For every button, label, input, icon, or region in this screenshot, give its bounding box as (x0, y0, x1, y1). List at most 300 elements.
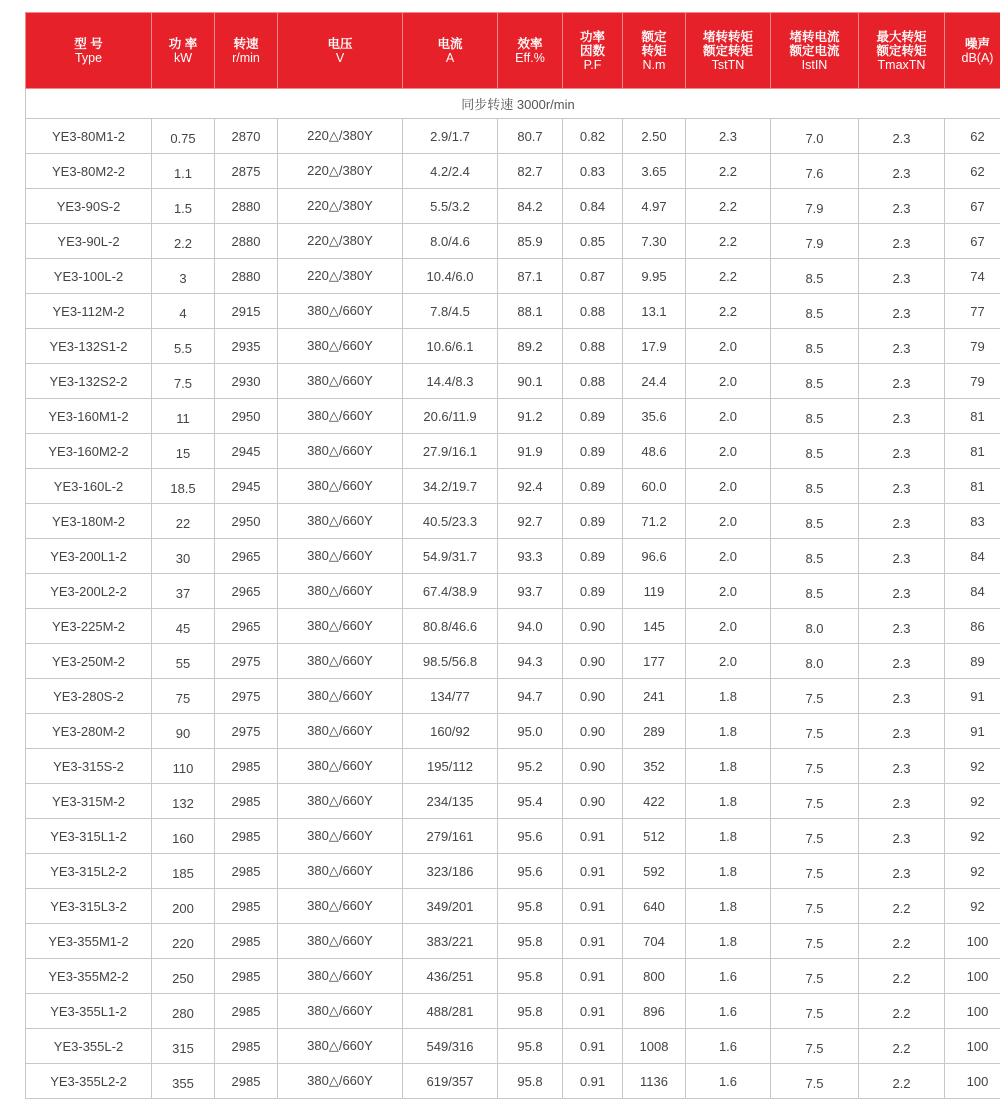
cell-rated-torque: 35.6 (623, 399, 686, 434)
cell-speed: 2945 (215, 434, 278, 469)
cell-rated-torque: 60.0 (623, 469, 686, 504)
cell-current: 67.4/38.9 (403, 574, 498, 609)
cell-efficiency: 95.4 (498, 784, 563, 819)
cell-rated-torque: 512 (623, 819, 686, 854)
cell-noise: 84 (945, 539, 1000, 574)
cell-efficiency: 93.7 (498, 574, 563, 609)
cell-efficiency: 95.8 (498, 1064, 563, 1099)
cell-voltage: 380△/660Y (278, 714, 403, 749)
cell-max-torque-ratio: 2.3 (859, 189, 945, 224)
col-header-unit: P.F (563, 58, 622, 72)
cell-power-factor: 0.89 (563, 399, 623, 434)
cell-power-factor: 0.91 (563, 994, 623, 1029)
table-row (26, 644, 1000, 679)
col-header-type (26, 13, 152, 89)
cell-max-torque-ratio: 2.3 (859, 294, 945, 329)
cell-power-factor: 0.90 (563, 644, 623, 679)
cell-power: 355 (152, 1064, 215, 1099)
cell-locked-current-ratio: 8.0 (771, 644, 859, 679)
cell-current: 349/201 (403, 889, 498, 924)
cell-type: YE3-355L1-2 (26, 994, 152, 1029)
table-row (26, 539, 1000, 574)
cell-rated-torque: 896 (623, 994, 686, 1029)
cell-voltage: 380△/660Y (278, 364, 403, 399)
cell-current: 488/281 (403, 994, 498, 1029)
cell-power-factor: 0.89 (563, 539, 623, 574)
cell-noise: 92 (945, 819, 1000, 854)
col-header-efficiency (498, 13, 563, 89)
cell-locked-torque-ratio: 1.8 (686, 854, 771, 889)
cell-voltage: 220△/380Y (278, 259, 403, 294)
cell-noise: 74 (945, 259, 1000, 294)
cell-current: 549/316 (403, 1029, 498, 1064)
cell-speed: 2935 (215, 329, 278, 364)
cell-max-torque-ratio: 2.3 (859, 399, 945, 434)
table-row (26, 259, 1000, 294)
cell-noise: 100 (945, 959, 1000, 994)
table-row (26, 924, 1000, 959)
cell-power-factor: 0.84 (563, 189, 623, 224)
cell-locked-current-ratio: 7.5 (771, 1064, 859, 1099)
cell-voltage: 380△/660Y (278, 854, 403, 889)
cell-speed: 2945 (215, 469, 278, 504)
table-row (26, 504, 1000, 539)
cell-power: 55 (152, 644, 215, 679)
cell-current: 14.4/8.3 (403, 364, 498, 399)
col-header-label: 额定 (623, 30, 685, 44)
cell-power-factor: 0.91 (563, 924, 623, 959)
table-row (26, 294, 1000, 329)
table-row (26, 154, 1000, 189)
cell-type: YE3-280M-2 (26, 714, 152, 749)
col-header-max-torque-ratio (859, 13, 945, 89)
cell-current: 234/135 (403, 784, 498, 819)
cell-speed: 2965 (215, 609, 278, 644)
cell-noise: 100 (945, 924, 1000, 959)
cell-locked-torque-ratio: 1.8 (686, 924, 771, 959)
cell-type: YE3-160M1-2 (26, 399, 152, 434)
table-row (26, 959, 1000, 994)
cell-speed: 2880 (215, 189, 278, 224)
table-body (26, 89, 1000, 1099)
cell-rated-torque: 241 (623, 679, 686, 714)
cell-type: YE3-225M-2 (26, 609, 152, 644)
col-header-label: 堵转转矩 (686, 30, 770, 44)
cell-speed: 2870 (215, 119, 278, 154)
cell-locked-torque-ratio: 2.0 (686, 539, 771, 574)
cell-efficiency: 95.8 (498, 1029, 563, 1064)
cell-noise: 92 (945, 749, 1000, 784)
cell-noise: 62 (945, 154, 1000, 189)
cell-voltage: 380△/660Y (278, 434, 403, 469)
cell-voltage: 380△/660Y (278, 924, 403, 959)
col-header-noise (945, 13, 1000, 89)
cell-locked-current-ratio: 7.5 (771, 924, 859, 959)
col-header-label: 电流 (403, 37, 497, 51)
cell-rated-torque: 2.50 (623, 119, 686, 154)
cell-voltage: 380△/660Y (278, 504, 403, 539)
cell-current: 279/161 (403, 819, 498, 854)
col-header-label: 转速 (215, 37, 277, 51)
cell-locked-torque-ratio: 2.2 (686, 224, 771, 259)
cell-rated-torque: 48.6 (623, 434, 686, 469)
cell-power-factor: 0.82 (563, 119, 623, 154)
cell-efficiency: 95.6 (498, 819, 563, 854)
col-header-unit: kW (152, 51, 214, 65)
cell-current: 8.0/4.6 (403, 224, 498, 259)
table-row (26, 889, 1000, 924)
cell-locked-current-ratio: 7.5 (771, 854, 859, 889)
cell-type: YE3-112M-2 (26, 294, 152, 329)
cell-efficiency: 91.2 (498, 399, 563, 434)
cell-voltage: 380△/660Y (278, 749, 403, 784)
col-header-label: 电压 (278, 37, 402, 51)
cell-type: YE3-90L-2 (26, 224, 152, 259)
cell-power: 250 (152, 959, 215, 994)
cell-rated-torque: 96.6 (623, 539, 686, 574)
table-row (26, 574, 1000, 609)
col-header-label: 功 率 (152, 37, 214, 51)
col-header-unit: IstIN (771, 58, 858, 72)
cell-type: YE3-355L2-2 (26, 1064, 152, 1099)
cell-locked-current-ratio: 7.5 (771, 679, 859, 714)
cell-power-factor: 0.83 (563, 154, 623, 189)
cell-efficiency: 90.1 (498, 364, 563, 399)
cell-locked-current-ratio: 7.9 (771, 224, 859, 259)
cell-power-factor: 0.89 (563, 574, 623, 609)
cell-noise: 100 (945, 1064, 1000, 1099)
cell-rated-torque: 289 (623, 714, 686, 749)
cell-type: YE3-160L-2 (26, 469, 152, 504)
cell-voltage: 220△/380Y (278, 119, 403, 154)
cell-efficiency: 95.8 (498, 959, 563, 994)
motor-spec-table (25, 12, 1000, 1099)
cell-voltage: 380△/660Y (278, 574, 403, 609)
cell-speed: 2985 (215, 994, 278, 1029)
cell-current: 619/357 (403, 1064, 498, 1099)
cell-power-factor: 0.88 (563, 329, 623, 364)
cell-power-factor: 0.90 (563, 609, 623, 644)
table-row (26, 189, 1000, 224)
cell-current: 134/77 (403, 679, 498, 714)
table-row (26, 994, 1000, 1029)
cell-power-factor: 0.89 (563, 504, 623, 539)
cell-current: 27.9/16.1 (403, 434, 498, 469)
cell-type: YE3-80M1-2 (26, 119, 152, 154)
cell-type: YE3-315L3-2 (26, 889, 152, 924)
cell-type: YE3-355L-2 (26, 1029, 152, 1064)
cell-noise: 83 (945, 504, 1000, 539)
cell-noise: 81 (945, 399, 1000, 434)
cell-efficiency: 95.2 (498, 749, 563, 784)
cell-efficiency: 94.7 (498, 679, 563, 714)
col-header-rated-torque (623, 13, 686, 89)
cell-noise: 91 (945, 679, 1000, 714)
cell-power: 7.5 (152, 364, 215, 399)
cell-max-torque-ratio: 2.2 (859, 994, 945, 1029)
cell-power-factor: 0.85 (563, 224, 623, 259)
cell-current: 80.8/46.6 (403, 609, 498, 644)
cell-type: YE3-280S-2 (26, 679, 152, 714)
cell-rated-torque: 9.95 (623, 259, 686, 294)
cell-max-torque-ratio: 2.3 (859, 539, 945, 574)
cell-speed: 2915 (215, 294, 278, 329)
table-row (26, 609, 1000, 644)
cell-noise: 67 (945, 189, 1000, 224)
cell-speed: 2975 (215, 679, 278, 714)
cell-locked-torque-ratio: 1.8 (686, 819, 771, 854)
cell-noise: 79 (945, 329, 1000, 364)
cell-speed: 2950 (215, 504, 278, 539)
cell-locked-torque-ratio: 2.3 (686, 119, 771, 154)
cell-power-factor: 0.91 (563, 1064, 623, 1099)
cell-power: 75 (152, 679, 215, 714)
cell-power-factor: 0.89 (563, 469, 623, 504)
table-row (26, 1029, 1000, 1064)
cell-noise: 67 (945, 224, 1000, 259)
cell-locked-current-ratio: 8.5 (771, 259, 859, 294)
cell-type: YE3-315M-2 (26, 784, 152, 819)
cell-type: YE3-315L2-2 (26, 854, 152, 889)
col-header-label-2: 额定转矩 (859, 44, 944, 58)
cell-max-torque-ratio: 2.2 (859, 1029, 945, 1064)
cell-current: 34.2/19.7 (403, 469, 498, 504)
cell-type: YE3-355M1-2 (26, 924, 152, 959)
cell-efficiency: 84.2 (498, 189, 563, 224)
cell-locked-torque-ratio: 1.6 (686, 994, 771, 1029)
cell-current: 10.4/6.0 (403, 259, 498, 294)
cell-locked-torque-ratio: 2.2 (686, 189, 771, 224)
cell-power: 45 (152, 609, 215, 644)
cell-locked-torque-ratio: 1.8 (686, 889, 771, 924)
cell-type: YE3-200L2-2 (26, 574, 152, 609)
cell-power-factor: 0.90 (563, 784, 623, 819)
cell-locked-torque-ratio: 2.0 (686, 609, 771, 644)
cell-max-torque-ratio: 2.3 (859, 609, 945, 644)
cell-max-torque-ratio: 2.3 (859, 854, 945, 889)
cell-speed: 2985 (215, 749, 278, 784)
cell-type: YE3-100L-2 (26, 259, 152, 294)
cell-noise: 81 (945, 434, 1000, 469)
cell-locked-current-ratio: 7.5 (771, 1029, 859, 1064)
cell-max-torque-ratio: 2.3 (859, 224, 945, 259)
cell-locked-current-ratio: 8.0 (771, 609, 859, 644)
cell-locked-current-ratio: 8.5 (771, 294, 859, 329)
cell-power-factor: 0.90 (563, 749, 623, 784)
cell-noise: 77 (945, 294, 1000, 329)
cell-power-factor: 0.90 (563, 679, 623, 714)
cell-max-torque-ratio: 2.3 (859, 784, 945, 819)
cell-max-torque-ratio: 2.3 (859, 679, 945, 714)
cell-type: YE3-80M2-2 (26, 154, 152, 189)
cell-noise: 86 (945, 609, 1000, 644)
cell-speed: 2985 (215, 819, 278, 854)
cell-voltage: 380△/660Y (278, 819, 403, 854)
table-row (26, 469, 1000, 504)
cell-locked-torque-ratio: 2.2 (686, 259, 771, 294)
cell-max-torque-ratio: 2.3 (859, 119, 945, 154)
cell-current: 98.5/56.8 (403, 644, 498, 679)
cell-rated-torque: 4.97 (623, 189, 686, 224)
table-row (26, 434, 1000, 469)
cell-noise: 100 (945, 994, 1000, 1029)
cell-voltage: 380△/660Y (278, 679, 403, 714)
cell-locked-torque-ratio: 2.2 (686, 154, 771, 189)
cell-efficiency: 93.3 (498, 539, 563, 574)
cell-rated-torque: 119 (623, 574, 686, 609)
cell-noise: 91 (945, 714, 1000, 749)
cell-voltage: 220△/380Y (278, 189, 403, 224)
cell-efficiency: 91.9 (498, 434, 563, 469)
cell-voltage: 380△/660Y (278, 784, 403, 819)
cell-power: 160 (152, 819, 215, 854)
col-header-label: 堵转电流 (771, 30, 858, 44)
cell-speed: 2985 (215, 924, 278, 959)
cell-power-factor: 0.88 (563, 294, 623, 329)
cell-efficiency: 89.2 (498, 329, 563, 364)
cell-noise: 62 (945, 119, 1000, 154)
col-header-voltage (278, 13, 403, 89)
cell-max-torque-ratio: 2.3 (859, 329, 945, 364)
cell-voltage: 380△/660Y (278, 469, 403, 504)
cell-max-torque-ratio: 2.3 (859, 714, 945, 749)
col-header-unit: A (403, 51, 497, 65)
cell-efficiency: 80.7 (498, 119, 563, 154)
cell-rated-torque: 592 (623, 854, 686, 889)
cell-power: 132 (152, 784, 215, 819)
cell-speed: 2880 (215, 224, 278, 259)
cell-locked-torque-ratio: 2.0 (686, 434, 771, 469)
cell-type: YE3-200L1-2 (26, 539, 152, 574)
cell-noise: 81 (945, 469, 1000, 504)
cell-type: YE3-132S2-2 (26, 364, 152, 399)
table-row (26, 854, 1000, 889)
cell-locked-torque-ratio: 1.8 (686, 714, 771, 749)
col-header-unit: dB(A) (945, 51, 1000, 65)
cell-locked-current-ratio: 7.5 (771, 819, 859, 854)
cell-voltage: 380△/660Y (278, 294, 403, 329)
cell-current: 436/251 (403, 959, 498, 994)
cell-voltage: 380△/660Y (278, 1029, 403, 1064)
cell-efficiency: 95.6 (498, 854, 563, 889)
col-header-speed (215, 13, 278, 89)
cell-noise: 89 (945, 644, 1000, 679)
col-header-label-2: 因数 (563, 44, 622, 58)
cell-efficiency: 87.1 (498, 259, 563, 294)
cell-power: 2.2 (152, 224, 215, 259)
col-header-label: 效率 (498, 37, 562, 51)
cell-power: 22 (152, 504, 215, 539)
cell-current: 20.6/11.9 (403, 399, 498, 434)
cell-power: 200 (152, 889, 215, 924)
cell-rated-torque: 640 (623, 889, 686, 924)
cell-power: 220 (152, 924, 215, 959)
table-row (26, 399, 1000, 434)
cell-rated-torque: 13.1 (623, 294, 686, 329)
cell-voltage: 220△/380Y (278, 154, 403, 189)
cell-voltage: 380△/660Y (278, 539, 403, 574)
cell-locked-current-ratio: 7.5 (771, 994, 859, 1029)
table-row (26, 749, 1000, 784)
cell-locked-torque-ratio: 1.8 (686, 679, 771, 714)
cell-locked-current-ratio: 7.5 (771, 784, 859, 819)
cell-power-factor: 0.91 (563, 819, 623, 854)
cell-locked-torque-ratio: 1.6 (686, 1029, 771, 1064)
cell-noise: 100 (945, 1029, 1000, 1064)
cell-current: 160/92 (403, 714, 498, 749)
cell-power: 0.75 (152, 119, 215, 154)
cell-speed: 2985 (215, 959, 278, 994)
cell-locked-torque-ratio: 2.0 (686, 329, 771, 364)
table-row (26, 819, 1000, 854)
cell-voltage: 380△/660Y (278, 609, 403, 644)
cell-noise: 92 (945, 889, 1000, 924)
cell-power: 4 (152, 294, 215, 329)
cell-rated-torque: 800 (623, 959, 686, 994)
col-header-label: 功率 (563, 30, 622, 44)
cell-current: 195/112 (403, 749, 498, 784)
cell-rated-torque: 17.9 (623, 329, 686, 364)
cell-type: YE3-315L1-2 (26, 819, 152, 854)
table-row (26, 1064, 1000, 1099)
cell-speed: 2965 (215, 574, 278, 609)
cell-power: 1.1 (152, 154, 215, 189)
cell-speed: 2975 (215, 714, 278, 749)
cell-current: 5.5/3.2 (403, 189, 498, 224)
cell-speed: 2985 (215, 1029, 278, 1064)
cell-locked-current-ratio: 7.5 (771, 889, 859, 924)
cell-voltage: 380△/660Y (278, 959, 403, 994)
table-row (26, 224, 1000, 259)
cell-power-factor: 0.87 (563, 259, 623, 294)
table-header (26, 13, 1000, 89)
cell-voltage: 220△/380Y (278, 224, 403, 259)
col-header-label-2: 额定转矩 (686, 44, 770, 58)
cell-power-factor: 0.89 (563, 434, 623, 469)
cell-current: 40.5/23.3 (403, 504, 498, 539)
cell-max-torque-ratio: 2.3 (859, 364, 945, 399)
cell-power: 30 (152, 539, 215, 574)
cell-voltage: 380△/660Y (278, 399, 403, 434)
cell-max-torque-ratio: 2.3 (859, 434, 945, 469)
table-row (26, 679, 1000, 714)
cell-locked-torque-ratio: 1.6 (686, 1064, 771, 1099)
cell-rated-torque: 145 (623, 609, 686, 644)
cell-power-factor: 0.91 (563, 1029, 623, 1064)
cell-voltage: 380△/660Y (278, 644, 403, 679)
cell-voltage: 380△/660Y (278, 329, 403, 364)
cell-power: 185 (152, 854, 215, 889)
cell-locked-current-ratio: 8.5 (771, 469, 859, 504)
section-label: 同步转速 3000r/min (26, 89, 1000, 119)
col-header-current (403, 13, 498, 89)
table-row (26, 119, 1000, 154)
cell-locked-current-ratio: 7.0 (771, 119, 859, 154)
cell-rated-torque: 177 (623, 644, 686, 679)
cell-efficiency: 88.1 (498, 294, 563, 329)
cell-rated-torque: 422 (623, 784, 686, 819)
cell-power: 3 (152, 259, 215, 294)
cell-locked-torque-ratio: 1.8 (686, 784, 771, 819)
col-header-unit: Eff.% (498, 51, 562, 65)
col-header-unit: V (278, 51, 402, 65)
cell-type: YE3-315S-2 (26, 749, 152, 784)
col-header-label-2: 额定电流 (771, 44, 858, 58)
cell-current: 323/186 (403, 854, 498, 889)
cell-rated-torque: 7.30 (623, 224, 686, 259)
cell-voltage: 380△/660Y (278, 994, 403, 1029)
cell-rated-torque: 1136 (623, 1064, 686, 1099)
